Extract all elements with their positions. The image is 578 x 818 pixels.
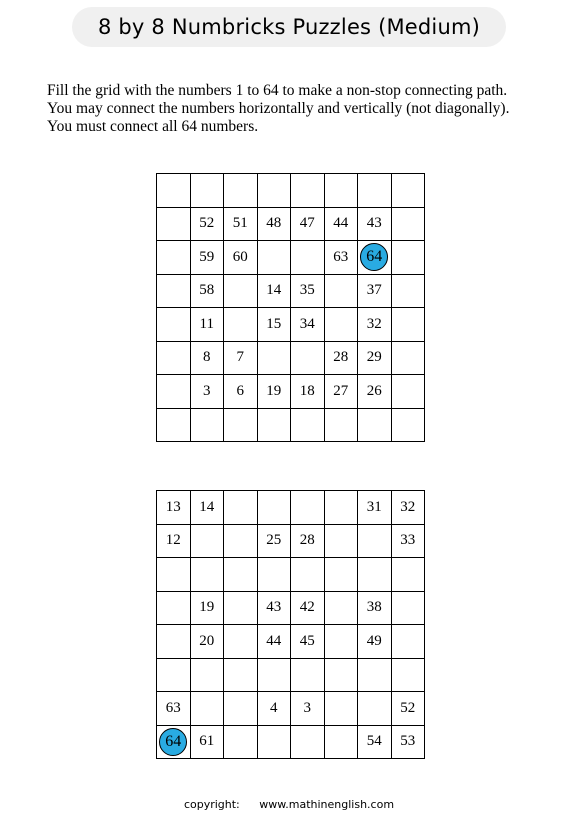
- cell-number: 20: [199, 632, 215, 649]
- copyright-label: copyright:: [183, 798, 240, 811]
- grid-cell[interactable]: [258, 558, 292, 592]
- grid-cell[interactable]: [258, 308, 292, 342]
- grid-cell[interactable]: [325, 525, 359, 559]
- cell-number: 3: [303, 699, 311, 716]
- grid-cell[interactable]: [157, 491, 191, 525]
- grid-cell[interactable]: [325, 342, 359, 376]
- cell-number: 54: [366, 733, 382, 750]
- grid-cell[interactable]: [258, 625, 292, 659]
- cell-number: 28: [299, 532, 315, 549]
- grid-cell[interactable]: [392, 174, 426, 208]
- grid-cell[interactable]: [224, 659, 258, 693]
- grid-cell[interactable]: [291, 241, 325, 275]
- cell-number: 63: [333, 248, 349, 265]
- grid-cell[interactable]: [325, 208, 359, 242]
- grid-cell[interactable]: [157, 525, 191, 559]
- grid-cell[interactable]: [224, 558, 258, 592]
- grid-cell[interactable]: [291, 208, 325, 242]
- grid-cell[interactable]: [392, 342, 426, 376]
- cell-number: 14: [199, 498, 215, 515]
- cell-number: 51: [232, 215, 248, 232]
- cell-number: 18: [299, 382, 315, 399]
- grid-cell[interactable]: [258, 275, 292, 309]
- grid-cell[interactable]: [392, 409, 426, 443]
- instruction-line: Fill the grid with the numbers 1 to 64 to make a non-stop connecting path.: [47, 82, 508, 99]
- grid-cell[interactable]: [258, 174, 292, 208]
- grid-cell[interactable]: [358, 592, 392, 626]
- cell-number: 45: [299, 632, 315, 649]
- grid-cell[interactable]: [191, 525, 225, 559]
- cell-number: 43: [266, 599, 282, 616]
- grid-cell[interactable]: [258, 241, 292, 275]
- grid-cell[interactable]: [392, 275, 426, 309]
- grid-cell[interactable]: [224, 726, 258, 760]
- grid-cell[interactable]: [258, 726, 292, 760]
- cell-number: 48: [266, 215, 282, 232]
- grid-cell[interactable]: [358, 491, 392, 525]
- grid-cell[interactable]: [291, 726, 325, 760]
- grid-cell[interactable]: [325, 491, 359, 525]
- cell-number: 43: [366, 215, 382, 232]
- grid-cell[interactable]: [291, 525, 325, 559]
- grid-cell[interactable]: [392, 726, 426, 760]
- grid-cell[interactable]: [325, 692, 359, 726]
- instruction-line: You may connect the numbers horizontally and vertically (not diagonally).: [47, 100, 510, 117]
- grid-cell[interactable]: [392, 558, 426, 592]
- cell-number: 38: [366, 599, 382, 616]
- grid-cell[interactable]: [157, 592, 191, 626]
- cell-number: 31: [366, 498, 382, 515]
- grid-cell[interactable]: [258, 491, 292, 525]
- cell-number: 15: [266, 315, 282, 332]
- highlighted-end-number: 64: [159, 728, 187, 756]
- cell-number: 4: [270, 699, 278, 716]
- grid-cell[interactable]: [358, 409, 392, 443]
- cell-number: 8: [203, 349, 211, 366]
- instructions: [47, 82, 547, 136]
- grid-cell[interactable]: [358, 692, 392, 726]
- cell-number: 59: [199, 248, 215, 265]
- grid-cell[interactable]: [191, 491, 225, 525]
- cell-number: 14: [266, 282, 282, 299]
- cell-number: 7: [236, 349, 244, 366]
- grid-cell[interactable]: [224, 692, 258, 726]
- grid-cell[interactable]: [358, 308, 392, 342]
- grid-cell[interactable]: [258, 592, 292, 626]
- grid-cell[interactable]: [358, 174, 392, 208]
- cell-number: 49: [366, 632, 382, 649]
- grid-cell[interactable]: [191, 342, 225, 376]
- cell-number: 44: [333, 215, 349, 232]
- grid-cell[interactable]: [157, 342, 191, 376]
- cell-number: 58: [199, 282, 215, 299]
- grid-cell[interactable]: [392, 241, 426, 275]
- cell-number: 52: [400, 699, 416, 716]
- grid-cell[interactable]: [358, 241, 392, 275]
- grid-cell[interactable]: [291, 409, 325, 443]
- grid-cell[interactable]: [191, 592, 225, 626]
- cell-number: 33: [400, 532, 416, 549]
- grid-cell[interactable]: [392, 308, 426, 342]
- grid-cell[interactable]: [191, 558, 225, 592]
- puzzle-grid-2: [156, 490, 425, 759]
- grid-cell[interactable]: [258, 659, 292, 693]
- grid-cell[interactable]: [325, 241, 359, 275]
- grid-cell[interactable]: [358, 726, 392, 760]
- grid-cell[interactable]: [224, 208, 258, 242]
- grid-cell[interactable]: [157, 174, 191, 208]
- cell-number: 63: [165, 699, 181, 716]
- cell-number: 25: [266, 532, 282, 549]
- cell-number: 12: [165, 532, 181, 549]
- grid-cell[interactable]: [258, 525, 292, 559]
- grid-cell[interactable]: [224, 525, 258, 559]
- cell-number: 61: [199, 733, 215, 750]
- page-title: 8 by 8 Numbricks Puzzles (Medium): [97, 15, 481, 39]
- grid-cell[interactable]: [224, 174, 258, 208]
- cell-number: 28: [333, 349, 349, 366]
- cell-number: 44: [266, 632, 282, 649]
- grid-cell[interactable]: [157, 558, 191, 592]
- grid-cell[interactable]: [325, 592, 359, 626]
- grid-cell[interactable]: [392, 491, 426, 525]
- grid-cell[interactable]: [157, 692, 191, 726]
- grid-cell[interactable]: [358, 275, 392, 309]
- grid-cell[interactable]: [392, 525, 426, 559]
- grid-cell[interactable]: [291, 625, 325, 659]
- grid-cell[interactable]: [224, 592, 258, 626]
- cell-number: 19: [266, 382, 282, 399]
- grid-cell[interactable]: [258, 409, 292, 443]
- grid-cell[interactable]: [157, 308, 191, 342]
- grid-cell[interactable]: [358, 208, 392, 242]
- grid-cell[interactable]: [157, 409, 191, 443]
- grid-cell[interactable]: [291, 592, 325, 626]
- cell-number: 19: [199, 599, 215, 616]
- grid-cell[interactable]: [191, 208, 225, 242]
- grid-cell[interactable]: [392, 592, 426, 626]
- cell-number: 60: [232, 248, 248, 265]
- grid-cell[interactable]: [325, 409, 359, 443]
- cell-number: 34: [299, 315, 315, 332]
- grid-cell[interactable]: [358, 625, 392, 659]
- grid-cell[interactable]: [157, 241, 191, 275]
- grid-cell[interactable]: [325, 625, 359, 659]
- cell-number: 42: [299, 599, 315, 616]
- grid-cell[interactable]: [291, 659, 325, 693]
- grid-cell[interactable]: [291, 558, 325, 592]
- grid-cell[interactable]: [191, 275, 225, 309]
- grid-cell[interactable]: [325, 375, 359, 409]
- footer: [0, 798, 578, 811]
- grid-cell[interactable]: [392, 625, 426, 659]
- grid-cell[interactable]: [392, 692, 426, 726]
- grid-cell[interactable]: [224, 375, 258, 409]
- grid-cell[interactable]: [325, 275, 359, 309]
- site-link[interactable]: www.mathinenglish.com: [259, 798, 395, 811]
- highlighted-end-number: 64: [360, 243, 388, 271]
- grid-cell[interactable]: [291, 342, 325, 376]
- grid-cell[interactable]: [258, 208, 292, 242]
- grid-cell[interactable]: [224, 342, 258, 376]
- grid-cell[interactable]: [392, 659, 426, 693]
- grid-cell[interactable]: [191, 659, 225, 693]
- cell-number: 6: [236, 382, 244, 399]
- grid-cell[interactable]: [325, 726, 359, 760]
- cell-number: 53: [400, 733, 416, 750]
- grid-cell[interactable]: [224, 625, 258, 659]
- grid-cell[interactable]: [291, 275, 325, 309]
- grid-cell[interactable]: [157, 659, 191, 693]
- grid-cell[interactable]: [392, 375, 426, 409]
- cell-number: 11: [199, 315, 214, 332]
- grid-cell[interactable]: [291, 491, 325, 525]
- cell-number: 47: [299, 215, 315, 232]
- grid-cell[interactable]: [358, 525, 392, 559]
- grid-cell[interactable]: [291, 308, 325, 342]
- cell-number: 37: [366, 282, 382, 299]
- grid-cell[interactable]: [358, 659, 392, 693]
- cell-number: 3: [203, 382, 211, 399]
- grid-cell[interactable]: [392, 208, 426, 242]
- grid-cell[interactable]: [258, 375, 292, 409]
- cell-number: 13: [165, 498, 181, 515]
- grid-cell[interactable]: [258, 342, 292, 376]
- cell-number: 29: [366, 349, 382, 366]
- grid-cell[interactable]: [191, 625, 225, 659]
- grid-cell[interactable]: [157, 275, 191, 309]
- grid-cell[interactable]: [224, 241, 258, 275]
- grid-cell[interactable]: [325, 308, 359, 342]
- cell-number: 52: [199, 215, 215, 232]
- grid-cell[interactable]: [224, 308, 258, 342]
- grid-cell[interactable]: [157, 208, 191, 242]
- grid-cell[interactable]: [191, 409, 225, 443]
- cell-number: 32: [400, 498, 416, 515]
- grid-cell[interactable]: [191, 726, 225, 760]
- grid-cell[interactable]: [191, 174, 225, 208]
- puzzle-grid-1: [156, 173, 425, 442]
- grid-cell[interactable]: [358, 375, 392, 409]
- grid-cell[interactable]: [325, 558, 359, 592]
- cell-number: 26: [366, 382, 382, 399]
- grid-cell[interactable]: [325, 174, 359, 208]
- cell-number: 27: [333, 382, 349, 399]
- grid-cell[interactable]: [191, 308, 225, 342]
- grid-cell[interactable]: [224, 409, 258, 443]
- grid-cell[interactable]: [291, 174, 325, 208]
- title-banner: [72, 7, 506, 47]
- grid-cell[interactable]: [191, 692, 225, 726]
- grid-cell[interactable]: [291, 375, 325, 409]
- grid-cell[interactable]: [191, 375, 225, 409]
- grid-cell[interactable]: [191, 241, 225, 275]
- grid-cell[interactable]: [157, 726, 191, 760]
- instruction-line: You must connect all 64 numbers.: [47, 118, 259, 135]
- grid-cell[interactable]: [157, 375, 191, 409]
- grid-cell[interactable]: [258, 692, 292, 726]
- cell-number: 35: [299, 282, 315, 299]
- grid-cell[interactable]: [224, 491, 258, 525]
- grid-cell[interactable]: [358, 342, 392, 376]
- grid-cell[interactable]: [291, 692, 325, 726]
- grid-cell[interactable]: [224, 275, 258, 309]
- grid-cell[interactable]: [325, 659, 359, 693]
- grid-cell[interactable]: [157, 625, 191, 659]
- cell-number: 32: [366, 315, 382, 332]
- grid-cell[interactable]: [358, 558, 392, 592]
